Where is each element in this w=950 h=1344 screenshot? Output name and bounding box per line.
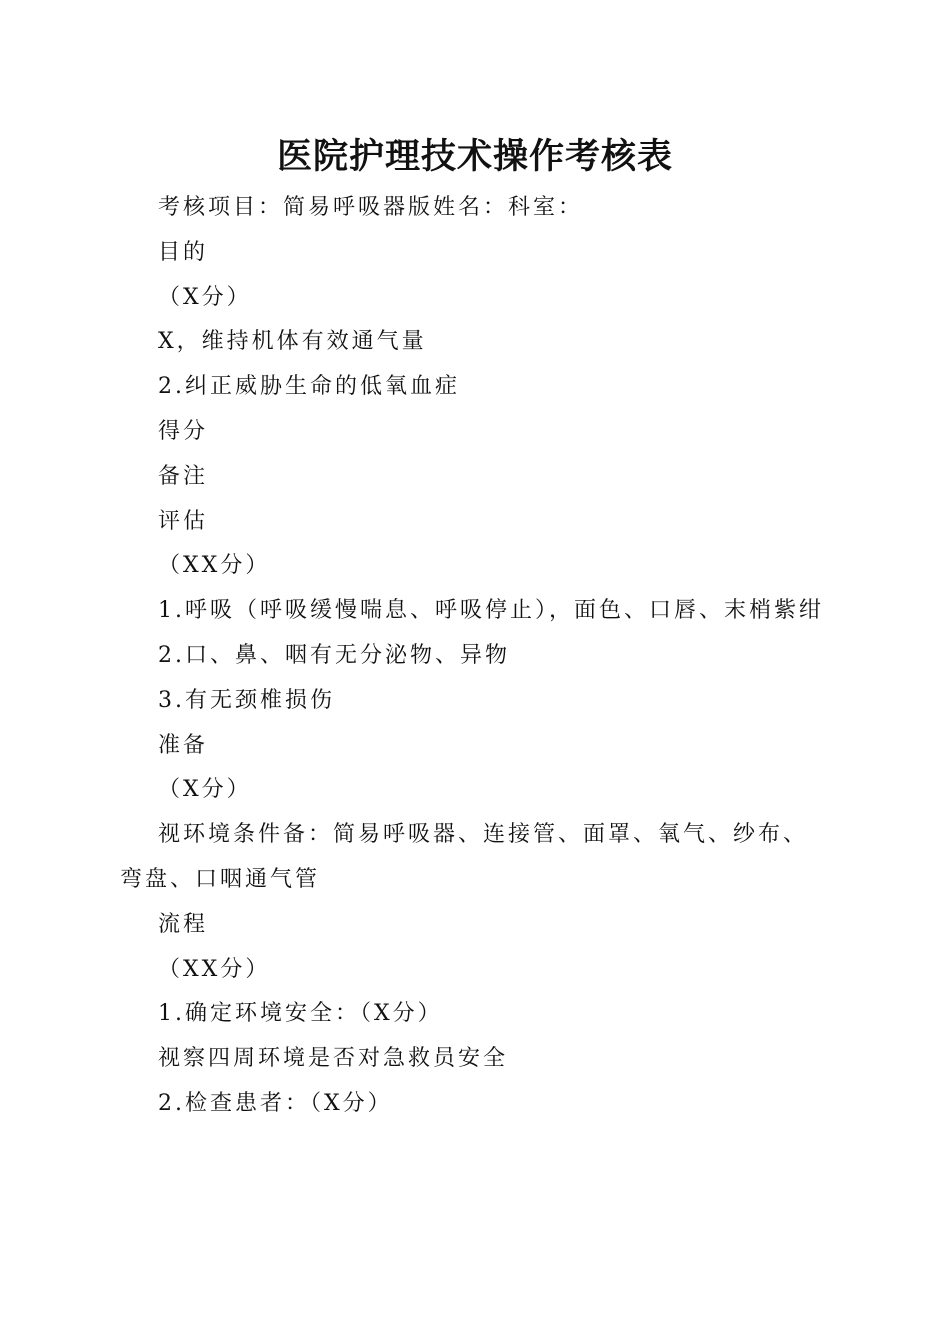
assessment-item-2: 2.口、鼻、咽有无分泌物、异物 — [158, 642, 510, 668]
score-note: （XX分） — [158, 956, 271, 982]
process-step-2: 2.检查患者：（X分） — [158, 1090, 393, 1116]
assessment-item-3: 3.有无颈椎损伤 — [158, 687, 335, 713]
process-step-1-detail: 视察四周环境是否对急救员安全 — [158, 1046, 509, 1072]
remarks-label: 备注 — [158, 463, 209, 489]
purpose-item-2: 2.纠正威胁生命的低氧血症 — [158, 374, 460, 400]
preparation-item: 视环境条件备：简易呼吸器、连接管、面罩、氧气、纱布、弯盘、口咽通气管 — [120, 822, 809, 892]
purpose-item-1: X，维持机体有效通气量 — [158, 329, 427, 355]
process-step-1: 1.确定环境安全：（X分） — [158, 1001, 443, 1027]
score-note: （XX分） — [158, 553, 271, 579]
section-heading-purpose: 目的 — [158, 239, 209, 265]
section-heading-assessment: 评估 — [158, 508, 209, 534]
section-heading-process: 流程 — [158, 911, 209, 937]
document-title: 医院护理技术操作考核表 — [276, 136, 673, 177]
assessment-item-1: 1.呼吸（呼吸缓慢喘息、呼吸停止），面色、口唇、末梢紫绀 — [158, 598, 824, 624]
document-body — [120, 186, 830, 1127]
section-heading-preparation: 准备 — [158, 732, 209, 758]
score-label: 得分 — [158, 418, 209, 444]
score-note: （X分） — [158, 284, 252, 310]
score-note: （X分） — [158, 777, 252, 803]
exam-item-line: 考核项目：简易呼吸器版姓名：科室： — [158, 195, 584, 220]
